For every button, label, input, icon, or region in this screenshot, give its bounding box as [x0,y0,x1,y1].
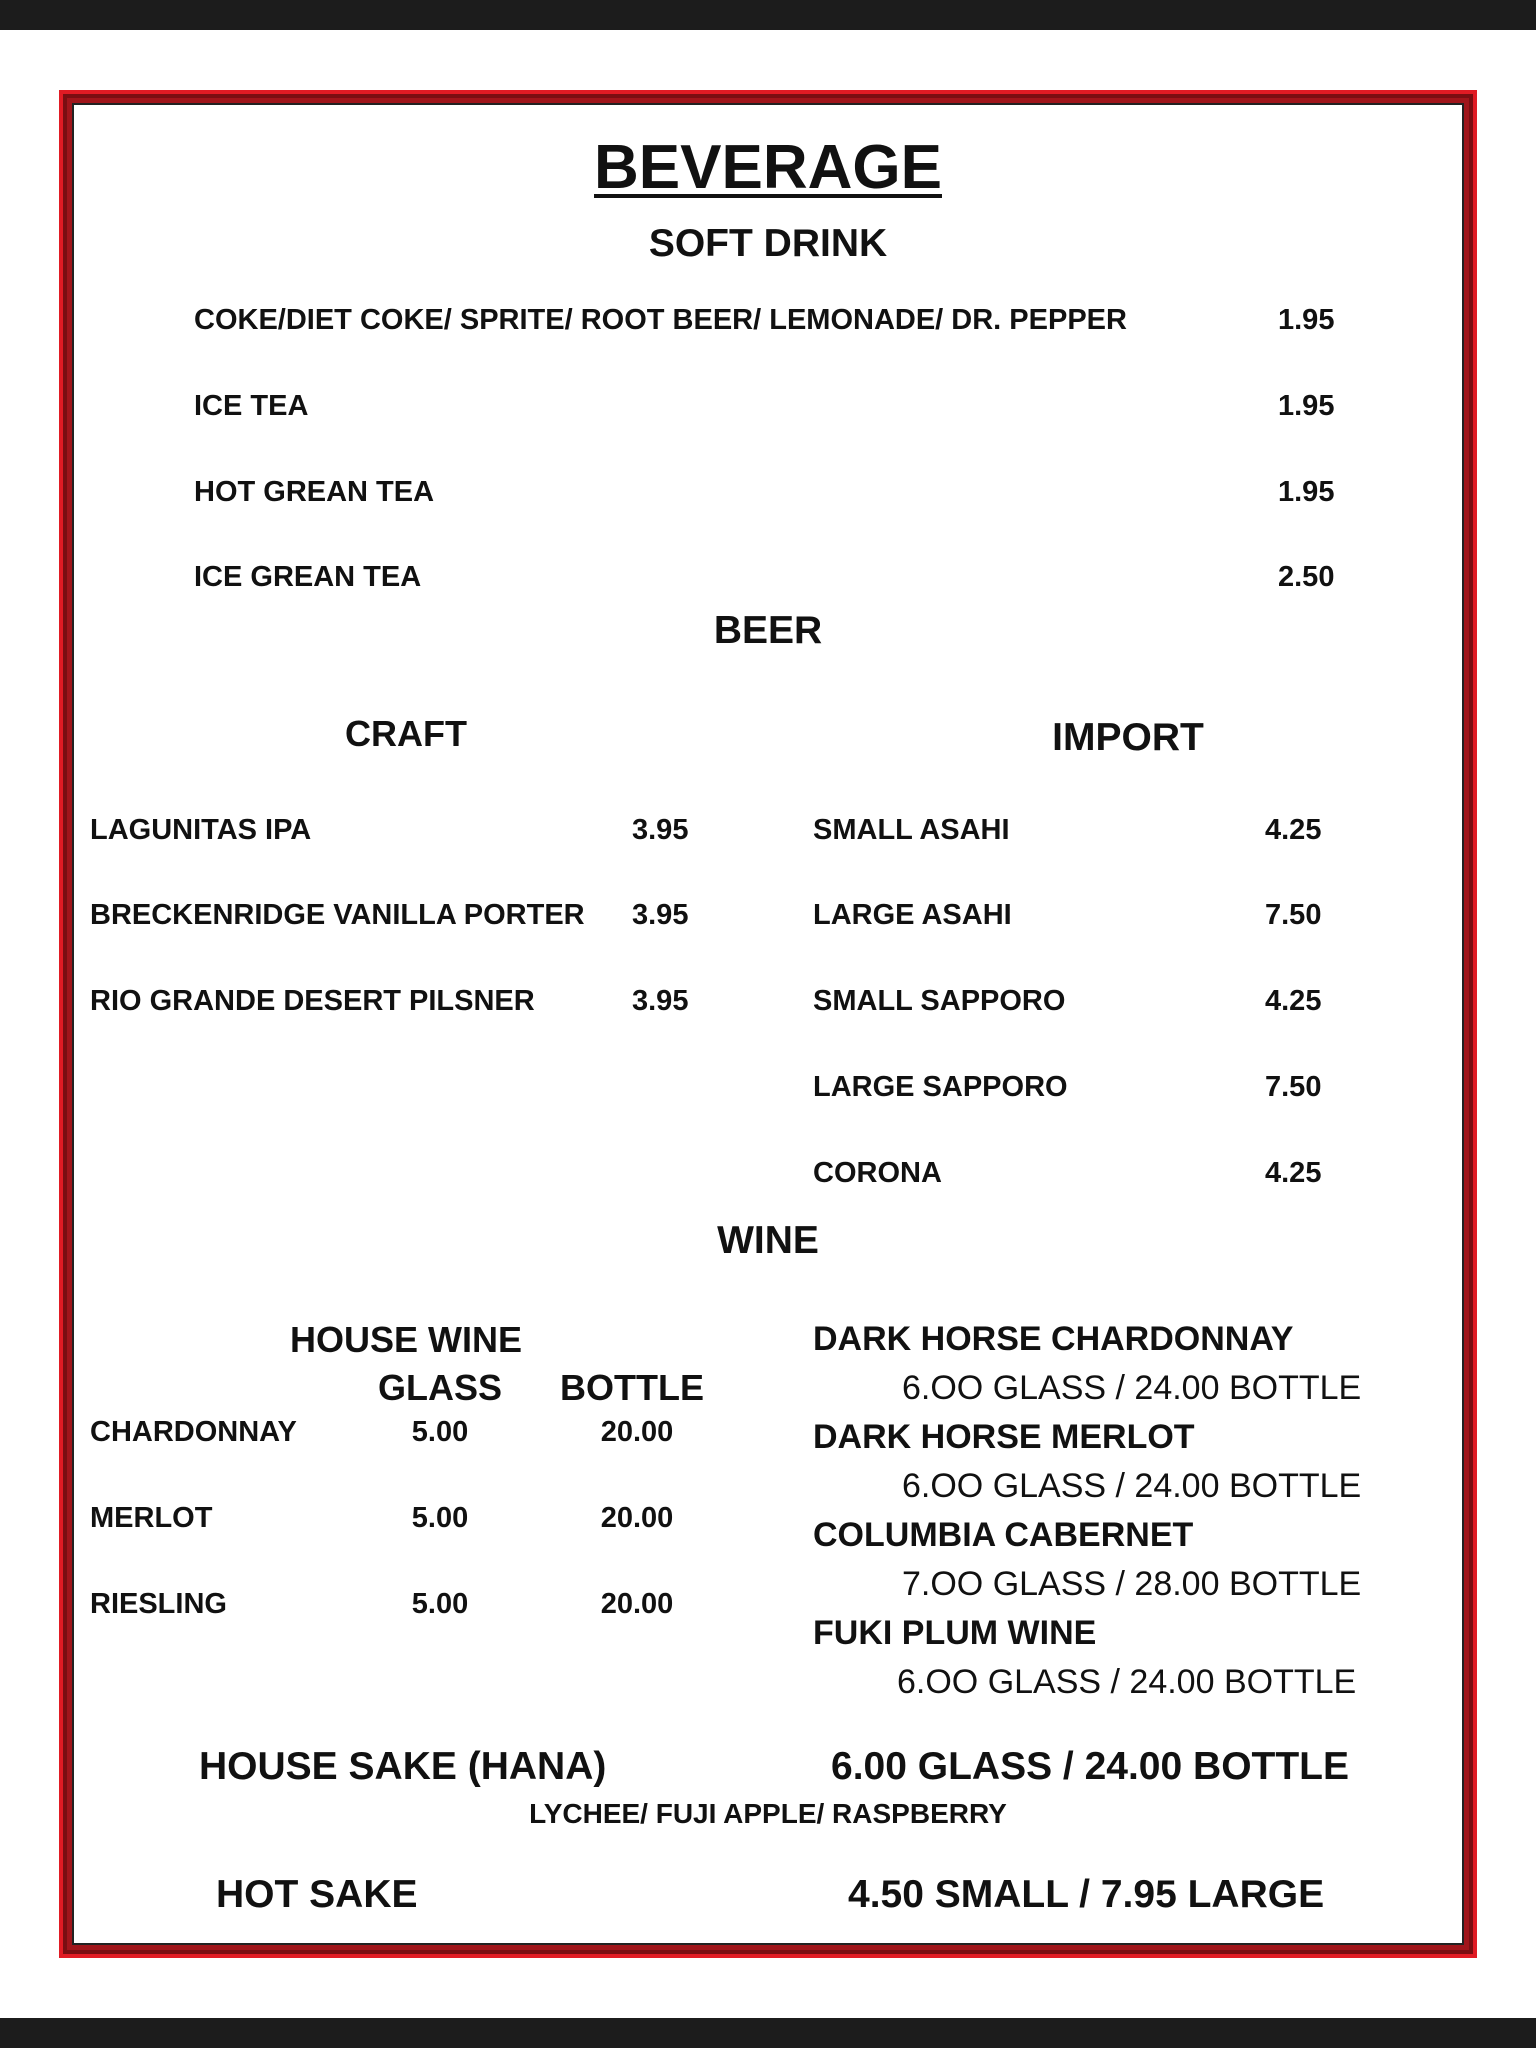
house-wine-name: RIESLING [90,1588,227,1620]
soft-drink-item-price: 1.95 [1278,304,1335,336]
featured-wine-name: DARK HORSE MERLOT [813,1418,1195,1456]
import-beer-name: SMALL SAPPORO [813,985,1066,1017]
featured-wine-price: 7.OO GLASS / 28.00 BOTTLE [902,1565,1362,1603]
craft-beer-name: BRECKENRIDGE VANILLA PORTER [90,899,585,931]
house-wine-bottle-price: 20.00 [600,1502,674,1534]
house-wine-glass-price: 5.00 [411,1416,469,1448]
featured-wine-name: DARK HORSE CHARDONNAY [813,1320,1294,1358]
hot-sake-name: HOT SAKE [216,1873,418,1916]
craft-beer-price: 3.95 [632,985,689,1017]
house-wine-name: CHARDONNAY [90,1416,297,1448]
soft-drink-item-price: 1.95 [1278,476,1335,508]
import-beer-name: LARGE ASAHI [813,899,1012,931]
soft-drink-item-name: HOT GREAN TEA [194,476,435,508]
featured-wine-name: COLUMBIA CABERNET [813,1516,1194,1554]
import-beer-name: CORONA [813,1157,942,1189]
import-beer-price: 4.25 [1265,814,1322,846]
wine-heading: WINE [717,1219,819,1262]
soft-drink-item-name: ICE TEA [194,390,309,422]
import-heading: IMPORT [1052,716,1204,759]
craft-heading: CRAFT [345,713,467,754]
featured-wine-price: 6.OO GLASS / 24.00 BOTTLE [897,1663,1357,1701]
house-wine-bottle-price: 20.00 [600,1416,674,1448]
craft-beer-name: LAGUNITAS IPA [90,814,312,846]
soft-drink-item-name: ICE GREAN TEA [194,561,422,593]
featured-wine-price: 6.OO GLASS / 24.00 BOTTLE [902,1369,1362,1407]
soft-drink-item-price: 2.50 [1278,561,1335,593]
house-sake-flavors: LYCHEE/ FUJI APPLE/ RASPBERRY [529,1798,1007,1829]
hot-sake-price: 4.50 SMALL / 7.95 LARGE [848,1873,1325,1916]
house-wine-glass-price: 5.00 [411,1588,469,1620]
page-title: BEVERAGE [594,133,942,202]
import-beer-name: SMALL ASAHI [813,814,1010,846]
craft-beer-price: 3.95 [632,814,689,846]
house-wine-glass-price: 5.00 [411,1502,469,1534]
soft-drink-heading: SOFT DRINK [648,222,888,265]
import-beer-price: 7.50 [1265,899,1322,931]
featured-wine-name: FUKI PLUM WINE [813,1614,1097,1652]
import-beer-price: 4.25 [1265,1157,1322,1189]
import-beer-price: 4.25 [1265,985,1322,1017]
soft-drink-item-price: 1.95 [1278,390,1335,422]
house-wine-bottle-price: 20.00 [600,1588,674,1620]
bottom-bar [0,2018,1536,2048]
beer-heading: BEER [713,609,823,652]
import-beer-price: 7.50 [1265,1071,1322,1103]
craft-beer-price: 3.95 [632,899,689,931]
house-wine-glass-label: GLASS [377,1367,503,1408]
house-wine-bottle-label: BOTTLE [560,1367,704,1408]
top-bar [0,0,1536,30]
featured-wine-price: 6.OO GLASS / 24.00 BOTTLE [902,1467,1362,1505]
house-sake-price: 6.00 GLASS / 24.00 BOTTLE [831,1745,1350,1788]
house-sake-name: HOUSE SAKE (HANA) [199,1745,607,1788]
house-wine-name: MERLOT [90,1502,213,1534]
import-beer-name: LARGE SAPPORO [813,1071,1068,1103]
soft-drink-item-name: COKE/DIET COKE/ SPRITE/ ROOT BEER/ LEMONADE/ DR. PEPPER [194,304,1127,336]
house-wine-heading: HOUSE WINE [289,1319,523,1360]
craft-beer-name: RIO GRANDE DESERT PILSNER [90,985,535,1017]
